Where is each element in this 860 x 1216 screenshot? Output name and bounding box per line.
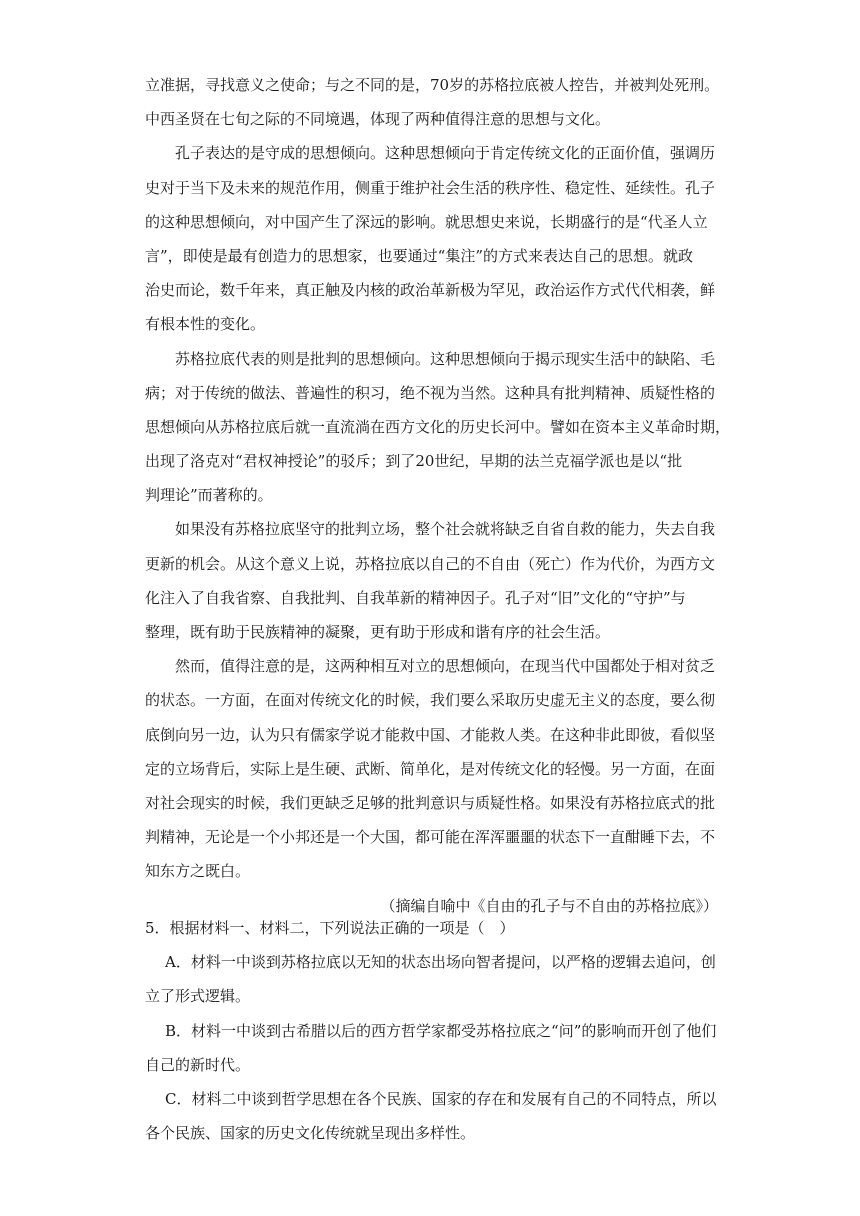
option-b-cont: 自己的新时代。: [145, 1055, 251, 1074]
passage-line: 底倒向另一边，认为只有儒家学说才能救中国、才能救人类。在这种非此即彼，看似坚: [145, 725, 716, 744]
passage-line: 史对于当下及未来的规范作用，侧重于维护社会生活的秩序性、稳定性、延续性。孔子: [145, 178, 716, 197]
option-c[interactable]: C．材料二中谈到哲学思想在各个民族、国家的存在和发展有自己的不同特点，所以: [165, 1089, 717, 1108]
option-a[interactable]: A．材料一中谈到苏格拉底以无知的状态出场向智者提问，以严格的逻辑去追问，创: [165, 953, 716, 972]
passage-line: 思想倾向从苏格拉底后就一直流淌在西方文化的历史长河中。譬如在资本主义革命时期，: [145, 417, 731, 436]
option-c-cont: 各个民族、国家的历史文化传统就呈现出多样性。: [145, 1124, 476, 1143]
passage-line: 化注入了自我省察、自我批判、自我革新的精神因子。孔子对“旧”文化的“守护”与: [145, 588, 686, 607]
passage-line: 孔子表达的是守成的思想倾向。这种思想倾向于肯定传统文化的正面价值，强调历: [145, 144, 716, 163]
passage-line: 病；对于传统的做法、普遍性的积习，绝不视为当然。这种具有批判精神、质疑性格的: [145, 383, 716, 402]
question-stem: 5．根据材料一、材料二，下列说法正确的一项是（ ）: [145, 919, 515, 937]
passage-line: 言”，即使是最有创造力的思想家，也要通过“集注”的方式来表达自己的思想。就政: [145, 246, 694, 265]
option-b[interactable]: B．材料一中谈到古希腊以后的西方哲学家都受苏格拉底之“问”的影响而开创了他们: [165, 1021, 717, 1040]
passage-line: 有根本性的变化。: [145, 315, 266, 334]
passage-line: 出现了洛克对“君权神授论”的驳斥；到了20世纪，早期的法兰克福学派也是以“批: [145, 452, 683, 471]
option-a-cont: 立了形式逻辑。: [145, 987, 251, 1006]
passage-line: 更新的机会。从这个意义上说，苏格拉底以自己的不自由（死亡）作为代价，为西方文: [145, 554, 716, 573]
passage-line: 判精神，无论是一个小邦还是一个大国，都可能在浑浑噩噩的状态下一直酣睡下去，不: [145, 828, 716, 847]
passage-line: 的状态。一方面，在面对传统文化的时候，我们要么采取历史虚无主义的态度，要么彻: [145, 691, 716, 710]
passage-line: 定的立场背后，实际上是生硬、武断、简单化，是对传统文化的轻慢。另一方面，在面: [145, 759, 716, 778]
passage-line: 整理，既有助于民族精神的凝聚，更有助于形成和谐有序的社会生活。: [145, 623, 611, 641]
passage-line: 的这种思想倾向，对中国产生了深远的影响。就思想史来说，长期盛行的是“代圣人立: [145, 212, 708, 231]
passage-line: 对社会现实的时候，我们更缺乏足够的批判意识与质疑性格。如果没有苏格拉底式的批: [145, 793, 716, 812]
passage-line: 立准据，寻找意义之使命；与之不同的是，70岁的苏格拉底被人控告，并被判处死刑。: [145, 76, 720, 94]
passage-line: 如果没有苏格拉底坚守的批判立场，整个社会就将缺乏自省自救的能力，失去自我: [145, 520, 716, 539]
passage-line: 知东方之既白。: [145, 862, 251, 881]
passage-line: 然而，值得注意的是，这两种相互对立的思想倾向，在现当代中国都处于相对贫乏: [145, 657, 716, 676]
question-5: [145, 911, 720, 1150]
passage: [145, 68, 731, 923]
source-citation: （摘编自喻中《自由的孔子与不自由的苏格拉底》）: [380, 896, 718, 915]
passage-line: 苏格拉底代表的则是批判的思想倾向。这种思想倾向于揭示现实生活中的缺陷、毛: [145, 349, 716, 368]
passage-line: 治史而论，数千年来，真正触及内核的政治革新极为罕见，政治运作方式代代相袭，鲜: [145, 281, 716, 300]
passage-line: 判理论”而著称的。: [145, 486, 273, 505]
passage-line: 中西圣贤在七旬之际的不同境遇，体现了两种值得注意的思想与文化。: [145, 110, 611, 129]
